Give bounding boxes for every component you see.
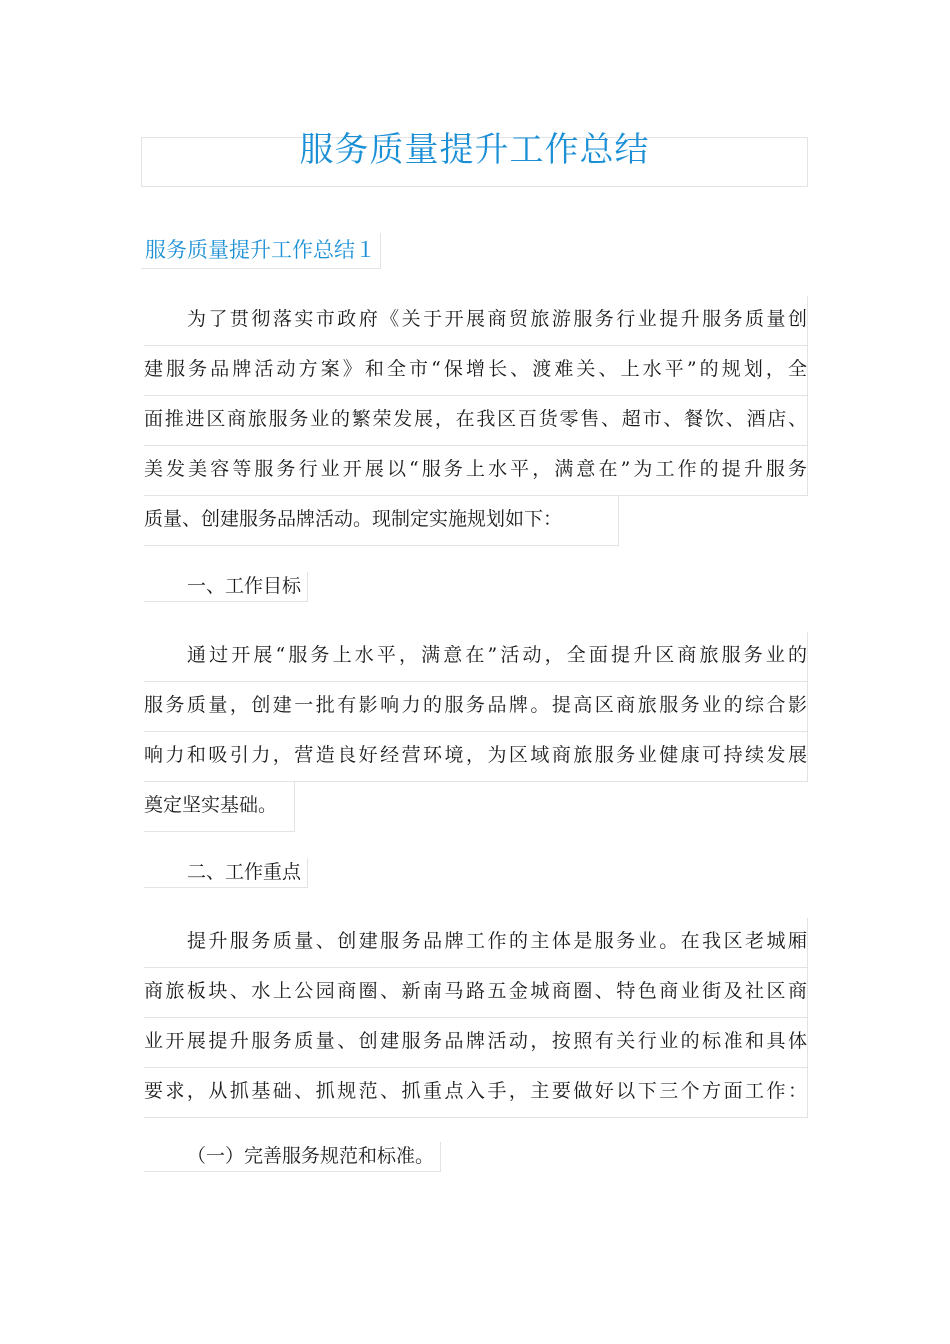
document-title: 服务质量提升工作总结 (299, 130, 650, 170)
paragraph-focus (144, 918, 808, 1118)
paragraph-line: 建服务品牌活动方案》和全市“保增长、渡难关、上水平”的规划，全 (144, 346, 808, 396)
subtitle-box (141, 233, 381, 269)
paragraph-line: 面推进区商旅服务业的繁荣发展，在我区百货零售、超市、餐饮、酒店、 (144, 396, 808, 446)
paragraph-line: 美发美容等服务行业开展以“服务上水平，满意在”为工作的提升服务 (144, 446, 808, 496)
paragraph-line: 通过开展“服务上水平，满意在”活动，全面提升区商旅服务业的 (144, 632, 808, 682)
paragraph-line: 业开展提升服务质量、创建服务品牌活动，按照有关行业的标准和具体 (144, 1018, 808, 1068)
section-heading-goals: 一、工作目标 (144, 572, 308, 602)
paragraph-intro (144, 296, 808, 550)
section-heading-focus: 二、工作重点 (144, 858, 308, 888)
paragraph-goals (144, 632, 808, 836)
paragraph-line: 商旅板块、水上公园商圈、新南马路五金城商圈、特色商业街及社区商 (144, 968, 808, 1018)
paragraph-line: 为了贯彻落实市政府《关于开展商贸旅游服务行业提升服务质量创 (144, 296, 808, 346)
paragraph-line: 奠定坚实基础。 (144, 782, 295, 832)
paragraph-line: 提升服务质量、创建服务品牌工作的主体是服务业。在我区老城厢 (144, 918, 808, 968)
subsection-heading: （一）完善服务规范和标准。 (144, 1142, 441, 1172)
paragraph-line: 服务质量，创建一批有影响力的服务品牌。提高区商旅服务业的综合影 (144, 682, 808, 732)
paragraph-line: 质量、创建服务品牌活动。现制定实施规划如下： (144, 496, 619, 546)
document-subtitle: 服务质量提升工作总结１ (145, 238, 376, 262)
title-box (141, 130, 808, 187)
paragraph-line: 要求，从抓基础、抓规范、抓重点入手，主要做好以下三个方面工作： (144, 1068, 808, 1118)
paragraph-line: 响力和吸引力，营造良好经营环境，为区域商旅服务业健康可持续发展 (144, 732, 808, 782)
